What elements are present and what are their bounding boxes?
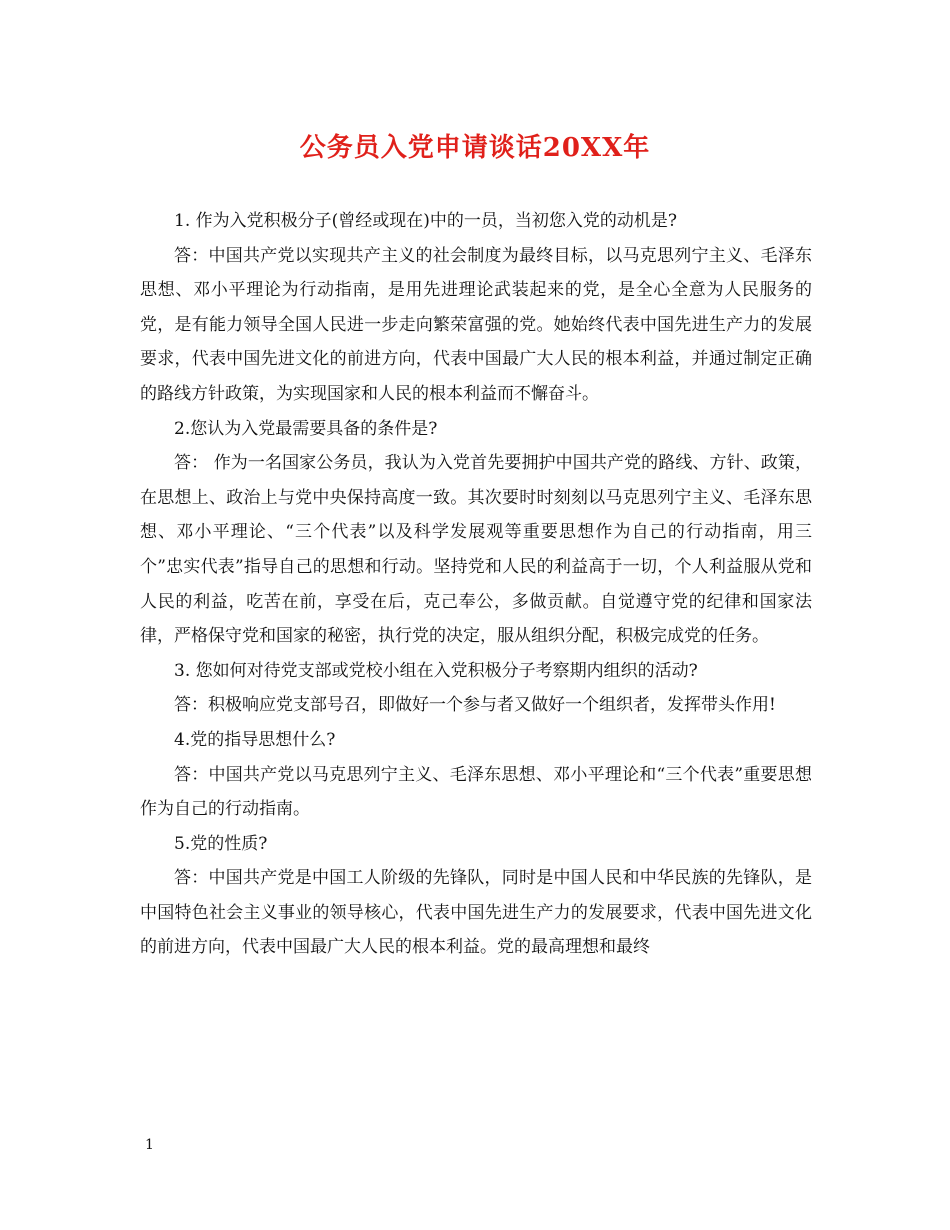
answer-5: 答：中国共产党是中国工人阶级的先锋队，同时是中国人民和中华民族的先锋队，是中国特色社会主义事业的领导核心，代表中国先进生产力的发展要求，代表中国先进文化的前进方向，代表中国最广大人民的根本利益。党的最高理想和最终 bbox=[140, 868, 812, 958]
answer-4: 答：中国共产党以马克思列宁主义、毛泽东思想、邓小平理论和“三个代表”重要思想作为自己的行动指南。 bbox=[140, 764, 812, 820]
question-3: 3. 您如何对待党支部或党校小组在入党积极分子考察期内组织的活动? bbox=[174, 660, 698, 681]
answer-1: 答：中国共产党以实现共产主义的社会制度为最终目标，以马克思列宁主义、毛泽东思想、邓小平理论为行动指南，是用先进理论武装起来的党，是全心全意为人民服务的党，是有能力领导全国人民进一步走向繁荣富强的党。她始终代表中国先进生产力的发展要求，代表中国先进文化的前进方向，代表中国最广大人民的根本利益，并通过制定正确的路线方针政策，为实现国家和人民的根本利益而不懈奋斗。 bbox=[140, 245, 812, 404]
document-body bbox=[140, 204, 812, 965]
question-2: 2.您认为入党最需要具备的条件是? bbox=[174, 418, 438, 439]
question-4: 4.党的指导思想什么? bbox=[174, 729, 336, 750]
answer-2: 答： 作为一名国家公务员，我认为入党首先要拥护中国共产党的路线、方针、政策，在思想上、政治上与党中央保持高度一致。其次要时时刻刻以马克思列宁主义、毛泽东思想、邓小平理论、“三个代表”以及科学发展观等重要思想作为自己的行动指南，用三个”忠实代表”指导自己的思想和行动。坚持党和人民的利益高于一切，个人利益服从党和人民的利益，吃苦在前，享受在后，克己奉公，多做贡献。自觉遵守党的纪律和国家法律，严格保守党和国家的秘密，执行党的决定，服从组织分配，积极完成党的任务。 bbox=[140, 453, 812, 647]
question-1: 1. 作为入党积极分子(曾经或现在)中的一员，当初您入党的动机是? bbox=[174, 211, 678, 231]
answer-3: 答：积极响应党支部号召，即做好一个参与者又做好一个组织者，发挥带头作用! bbox=[174, 695, 776, 716]
question-5: 5.党的性质? bbox=[174, 833, 268, 854]
document-title: 公务员入党申请谈话20XX年 bbox=[299, 133, 651, 163]
page-number: 1 bbox=[145, 1137, 154, 1153]
